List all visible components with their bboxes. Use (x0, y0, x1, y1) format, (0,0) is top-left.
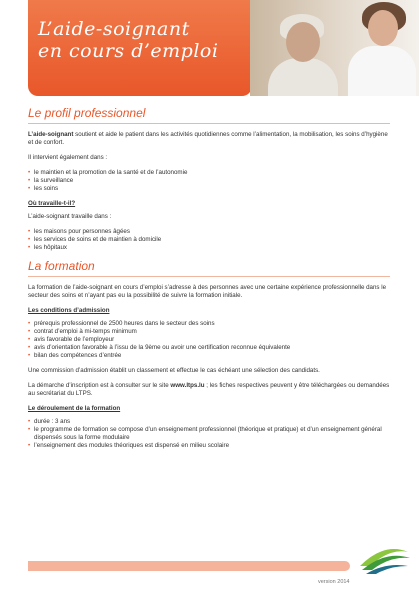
list-item: • l’enseignement des modules théoriques est dispensé en milieu scolaire (28, 442, 390, 450)
subheading-ou: Où travaille-t-il? (28, 200, 76, 207)
list-item: • prérequis professionnel de 2500 heures dans le secteur des soins (28, 320, 390, 328)
intervient-text: Il intervient également dans : (28, 154, 108, 161)
list-item: • avis favorable de l’employeur (28, 336, 390, 344)
page-title (38, 18, 218, 62)
ou-intro: L’aide-soignant travaille dans : (28, 213, 112, 220)
subheading-deroulement: Le déroulement de la formation (28, 405, 121, 412)
profil-intro (28, 131, 390, 147)
workplace-list (28, 228, 390, 252)
list-item: • avis d’orientation favorable à l’issu de la 9ème ou avoir une certification reconnue équivalente (28, 344, 390, 352)
main-content (28, 106, 390, 457)
version-label: version 2014 (318, 579, 350, 585)
title-line-2: en cours d’emploi (38, 40, 219, 62)
list-item: • les soins (28, 185, 390, 193)
section-heading-formation: La formation (28, 259, 390, 277)
formation-intro: La formation de l’aide-soignant en cours d’emploi s’adresse à des personnes avec une certaine expérience professionnelle dans le secteur des soins et n’ayant pas eu la possibilité de suivre la formation initiale. (28, 284, 387, 299)
list-item: • le maintien et la promotion de la santé et de l’autonomie (28, 169, 390, 177)
intro-bold-term: L’aide-soignant (28, 131, 74, 138)
ltps-logo-icon (356, 536, 412, 576)
website-link[interactable]: www.ltps.lu (170, 382, 205, 389)
commission-text: Une commission d’admission établit un classement et effectue le cas échéant une sélection des candidats. (28, 367, 320, 374)
list-item: • bilan des compétences d’entrée (28, 352, 390, 360)
list-item: • le programme de formation se compose d’un enseignement professionnel (théorique et pratique) et d’un enseignement général dispensés sous la forme modulaire (28, 426, 390, 442)
footer-bar (28, 561, 350, 571)
deroulement-list (28, 418, 390, 450)
list-item: • durée : 3 ans (28, 418, 390, 426)
intro-text: soutient et aide le patient dans les activités quotidiennes comme l’alimentation, la mobilisation, les soins d’hygiène et de confort. (28, 131, 388, 146)
conditions-list (28, 320, 390, 360)
list-item: • contrat d’emploi à mi-temps minimum (28, 328, 390, 336)
section-heading-profil: Le profil professionnel (28, 106, 390, 124)
list-item: • les services de soins et de maintien à domicile (28, 236, 390, 244)
list-item: • les maisons pour personnes âgées (28, 228, 390, 236)
list-item: • la surveillance (28, 177, 390, 185)
intervient-list (28, 169, 390, 193)
demarche-text: La démarche d’inscription est à consulter sur le site www.ltps.lu ; les fiches respectives peuvent y être téléchargées ou demandées au secrétariat du LTPS. (28, 382, 390, 397)
list-item: • les hôpitaux (28, 244, 390, 252)
title-banner (28, 0, 252, 96)
header-photo (250, 0, 419, 96)
subheading-conditions: Les conditions d’admission (28, 307, 110, 314)
title-line-1: L’aide-soignant (38, 18, 190, 40)
